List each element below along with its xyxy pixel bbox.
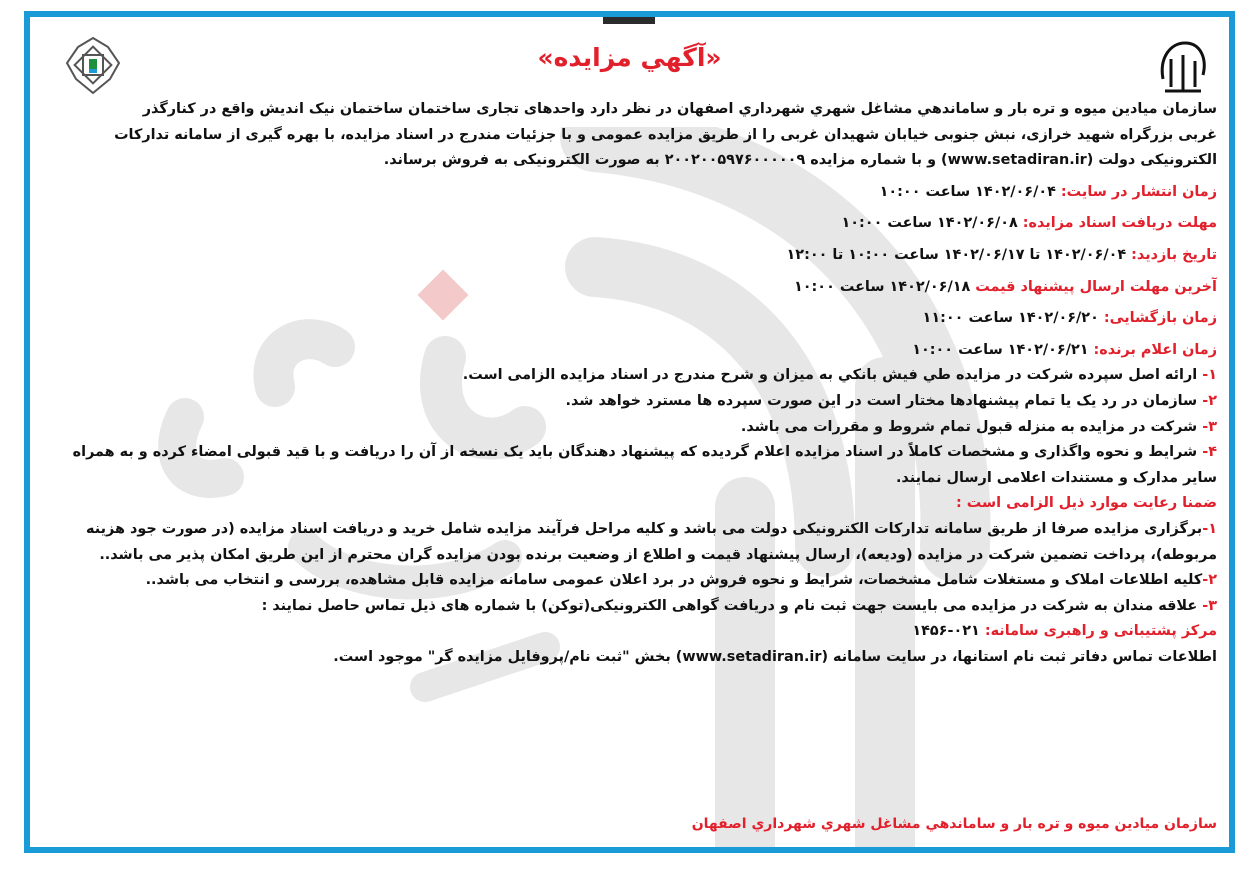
condition-text: سازمان در رد يک يا تمام پيشنهادها مختار است در اين صورت سپرده ها مسترد خواهد شد. — [565, 392, 1198, 409]
schedule-label: زمان اعلام برنده: — [1093, 341, 1217, 358]
footer-organization: سازمان ميادين ميوه و تره بار و ساماندهي مشاغل شهري شهرداري اصفهان — [691, 816, 1217, 832]
schedule-label: زمان انتشار در سايت: — [1060, 183, 1217, 200]
schedule-label: آخرين مهلت ارسال پيشنهاد قيمت — [975, 278, 1217, 295]
intro-line: سازمان ميادين ميوه و تره بار و ساماندهي مشاغل شهري شهرداري اصفهان در نظر دارد واحدهای تجاری ساختمان ساختمان نيک انديش واقع در کنارگذر — [142, 101, 1217, 117]
condition-number: ۴- — [1202, 444, 1217, 461]
requirements-heading: ضمنا رعايت موارد ذيل الزامی است : — [956, 495, 1217, 512]
requirement-text: برگزاری مزايده صرفا از طريق سامانه تدارکات الکترونيکی دولت می باشد و کليه مراحل فرآيند مزايده شامل خريد و دريافت اسناد مزايده (در صورت جود هزينه مربوطه)، پرداخت تضمين شرکت در مزايده (وديعه)، ارسال پيشنهاد قيمت و اطلاع از وضعيت برنده بودن مزايده گران محترم از اين طريق امکان پذير می باشد.. — [86, 520, 1217, 563]
schedule-value: ۱۴۰۲/۰۶/۰۴ تا ۱۴۰۲/۰۶/۱۷ ساعت ۱۰:۰۰ تا ۱۲:۰۰ — [786, 246, 1127, 263]
condition-item — [48, 389, 1217, 415]
top-bar — [603, 11, 655, 24]
schedule-label: زمان بازگشايی: — [1103, 310, 1217, 327]
requirement-text: کليه اطلاعات املاک و مستغلات شامل مشخصات، شرايط و نحوه فروش در برد اعلان عمومی سامانه مزايده قابل مشاهده، بررسی و انتخاب می باشد.. — [145, 572, 1203, 589]
support-phone: ۰۲۱-۱۴۵۶ — [912, 623, 980, 640]
condition-number: ۱- — [1202, 367, 1217, 384]
requirement-item — [48, 594, 1217, 620]
schedule-item — [48, 180, 1217, 206]
schedule-item — [48, 275, 1217, 301]
intro-line: غربی بزرگراه شهيد خرازی، نبش جنوبی خيابان شهيدان غربی را از طريق مزايده عمومی و با جزئيات مندرج در اسناد مزايده، با بهره گيری از سامانه تدارکات — [114, 126, 1217, 143]
schedule-value: ۱۴۰۲/۰۶/۲۰ ساعت ۱۱:۰۰ — [922, 310, 1099, 327]
schedule-item — [48, 243, 1217, 269]
support-line — [48, 619, 1217, 645]
schedule-label: تاريخ بازديد: — [1131, 246, 1217, 263]
schedule-item — [48, 338, 1217, 364]
requirement-number: ۱- — [1202, 520, 1217, 537]
intro-line: الکترونيکی دولت (www.setadiran.ir) و با شماره مزايده ۲۰۰۲۰۰۵۹۷۶۰۰۰۰۰۹ به صورت الکترونيکی به فروش برساند. — [383, 152, 1217, 169]
notice-body — [48, 97, 1217, 670]
support-label: مرکز پشتيبانی و راهبری سامانه: — [984, 623, 1217, 640]
requirement-text: علاقه مندان به شرکت در مزايده می بايست جهت ثبت نام و دريافت گواهی الکترونيکی(توکن) با شماره های ذيل تماس حاصل نمايند : — [261, 597, 1198, 614]
contact-note: اطلاعات تماس دفاتر ثبت نام استانها، در سايت سامانه (www.setadiran.ir) بخش "ثبت نام/پروفايل مزايده گر" موجود است. — [333, 648, 1217, 665]
requirement-number: ۲- — [1202, 572, 1217, 589]
requirement-number: ۳- — [1202, 597, 1217, 614]
condition-item — [48, 415, 1217, 441]
schedule-value: ۱۴۰۲/۰۶/۰۸ ساعت ۱۰:۰۰ — [841, 215, 1018, 232]
condition-number: ۲- — [1202, 392, 1217, 409]
schedule-value: ۱۴۰۲/۰۶/۲۱ ساعت ۱۰:۰۰ — [912, 341, 1089, 358]
requirement-item — [48, 568, 1217, 594]
schedule-item — [48, 306, 1217, 332]
condition-text: شرايط و نحوه واگذاری و مشخصات کاملاً در اسناد مزايده اعلام گرديده که پيشنهاد دهندگان بايد يک نسخه از آن را دريافت و با قيد قبولی امضاء کرده و به همراه ساير مدارک و مستندات اعلامی ارسال نمايند. — [72, 444, 1217, 486]
schedule-label: مهلت دريافت اسناد مزايده: — [1022, 215, 1217, 232]
condition-number: ۳- — [1202, 418, 1217, 435]
condition-item — [48, 440, 1217, 491]
schedule-value: ۱۴۰۲/۰۶/۱۸ ساعت ۱۰:۰۰ — [793, 278, 971, 295]
requirement-item — [48, 517, 1217, 568]
schedule-item — [48, 211, 1217, 237]
condition-text: ارائه اصل سپرده شرکت در مزايده طي فيش بانکي به ميزان و شرح مندرج در اسناد مزايده الزامی است. — [462, 367, 1198, 384]
condition-item — [48, 363, 1217, 389]
condition-text: شرکت در مزايده به منزله قبول تمام شروط و مقررات می باشد. — [740, 418, 1198, 435]
schedule-value: ۱۴۰۲/۰۶/۰۴ ساعت ۱۰:۰۰ — [879, 183, 1056, 200]
notice-title: «آگهي مزايده» — [537, 43, 722, 72]
notice-frame — [24, 11, 1235, 853]
